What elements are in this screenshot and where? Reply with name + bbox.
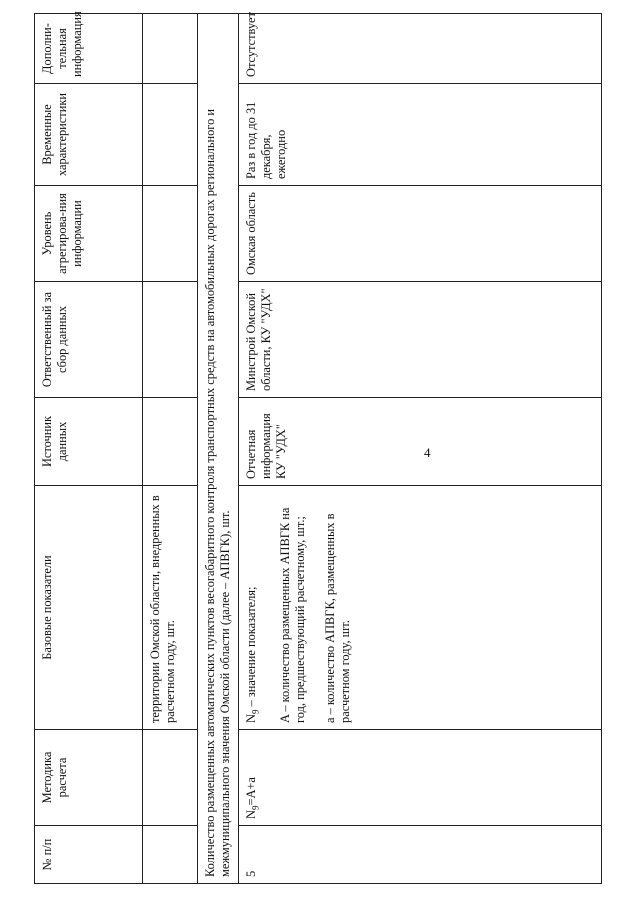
row5-base — [239, 486, 602, 730]
section-row — [198, 14, 239, 884]
header-extra: Дополни-тельная информация — [35, 14, 143, 84]
continuation-row — [143, 14, 198, 884]
method-subscript: 9 — [250, 805, 261, 811]
header-responsible: Ответственный за сбор данных — [35, 282, 143, 398]
section-title: Количество размещенных автоматических пунктов весогабаритного контроля транспортных средств на автомобильных дорогах регионального и межмуниципального значения Омской области (далее – АПВГК), шт. — [198, 14, 239, 884]
base-desc-1: – значение показателя; — [244, 586, 258, 710]
header-num: № п/п — [35, 826, 143, 884]
cont-source — [143, 398, 198, 486]
row5-level: Омская область — [239, 186, 602, 282]
cont-num — [143, 826, 198, 884]
base-line-1 — [244, 492, 263, 723]
base-subscript: 9 — [250, 709, 261, 715]
base-var: N — [244, 714, 258, 723]
table-row-5 — [239, 14, 602, 884]
row5-extra: Отсутствует — [239, 14, 602, 84]
header-base: Базовые показатели — [35, 486, 143, 730]
header-row — [35, 14, 143, 884]
row5-timing: Раз в год до 31 декабря, ежегодно — [239, 84, 602, 186]
row5-source: Отчетная информация КУ "УДХ" — [239, 398, 602, 486]
cont-method — [143, 730, 198, 826]
page-number: 4 — [424, 445, 431, 460]
base-line-2: A – количество размещенных АПВГК на год, предшествующий расчетному, шт.; — [278, 507, 308, 723]
cont-level — [143, 186, 198, 282]
method-var: N — [244, 810, 258, 819]
indicator-table — [34, 13, 602, 884]
cont-extra — [143, 14, 198, 84]
row5-responsible: Минстрой Омской области, КУ "УДХ" — [239, 282, 602, 398]
base-line-3: a – количество АПВГК, размещенных в расчетном году, шт. — [323, 513, 353, 723]
cont-base: территории Омской области, внедренных в расчетном году, шт. — [143, 486, 198, 730]
rotated-page-content — [34, 11, 602, 884]
header-source: Источник данных — [35, 398, 143, 486]
row5-num: 5 — [239, 826, 602, 884]
header-method: Методика расчета — [35, 730, 143, 826]
header-timing: Временные характеристики — [35, 84, 143, 186]
cont-responsible — [143, 282, 198, 398]
method-formula: =A+a — [244, 777, 258, 806]
cont-timing — [143, 84, 198, 186]
row5-method — [239, 730, 602, 826]
header-level: Уровень агрегирова-ния информации — [35, 186, 143, 282]
